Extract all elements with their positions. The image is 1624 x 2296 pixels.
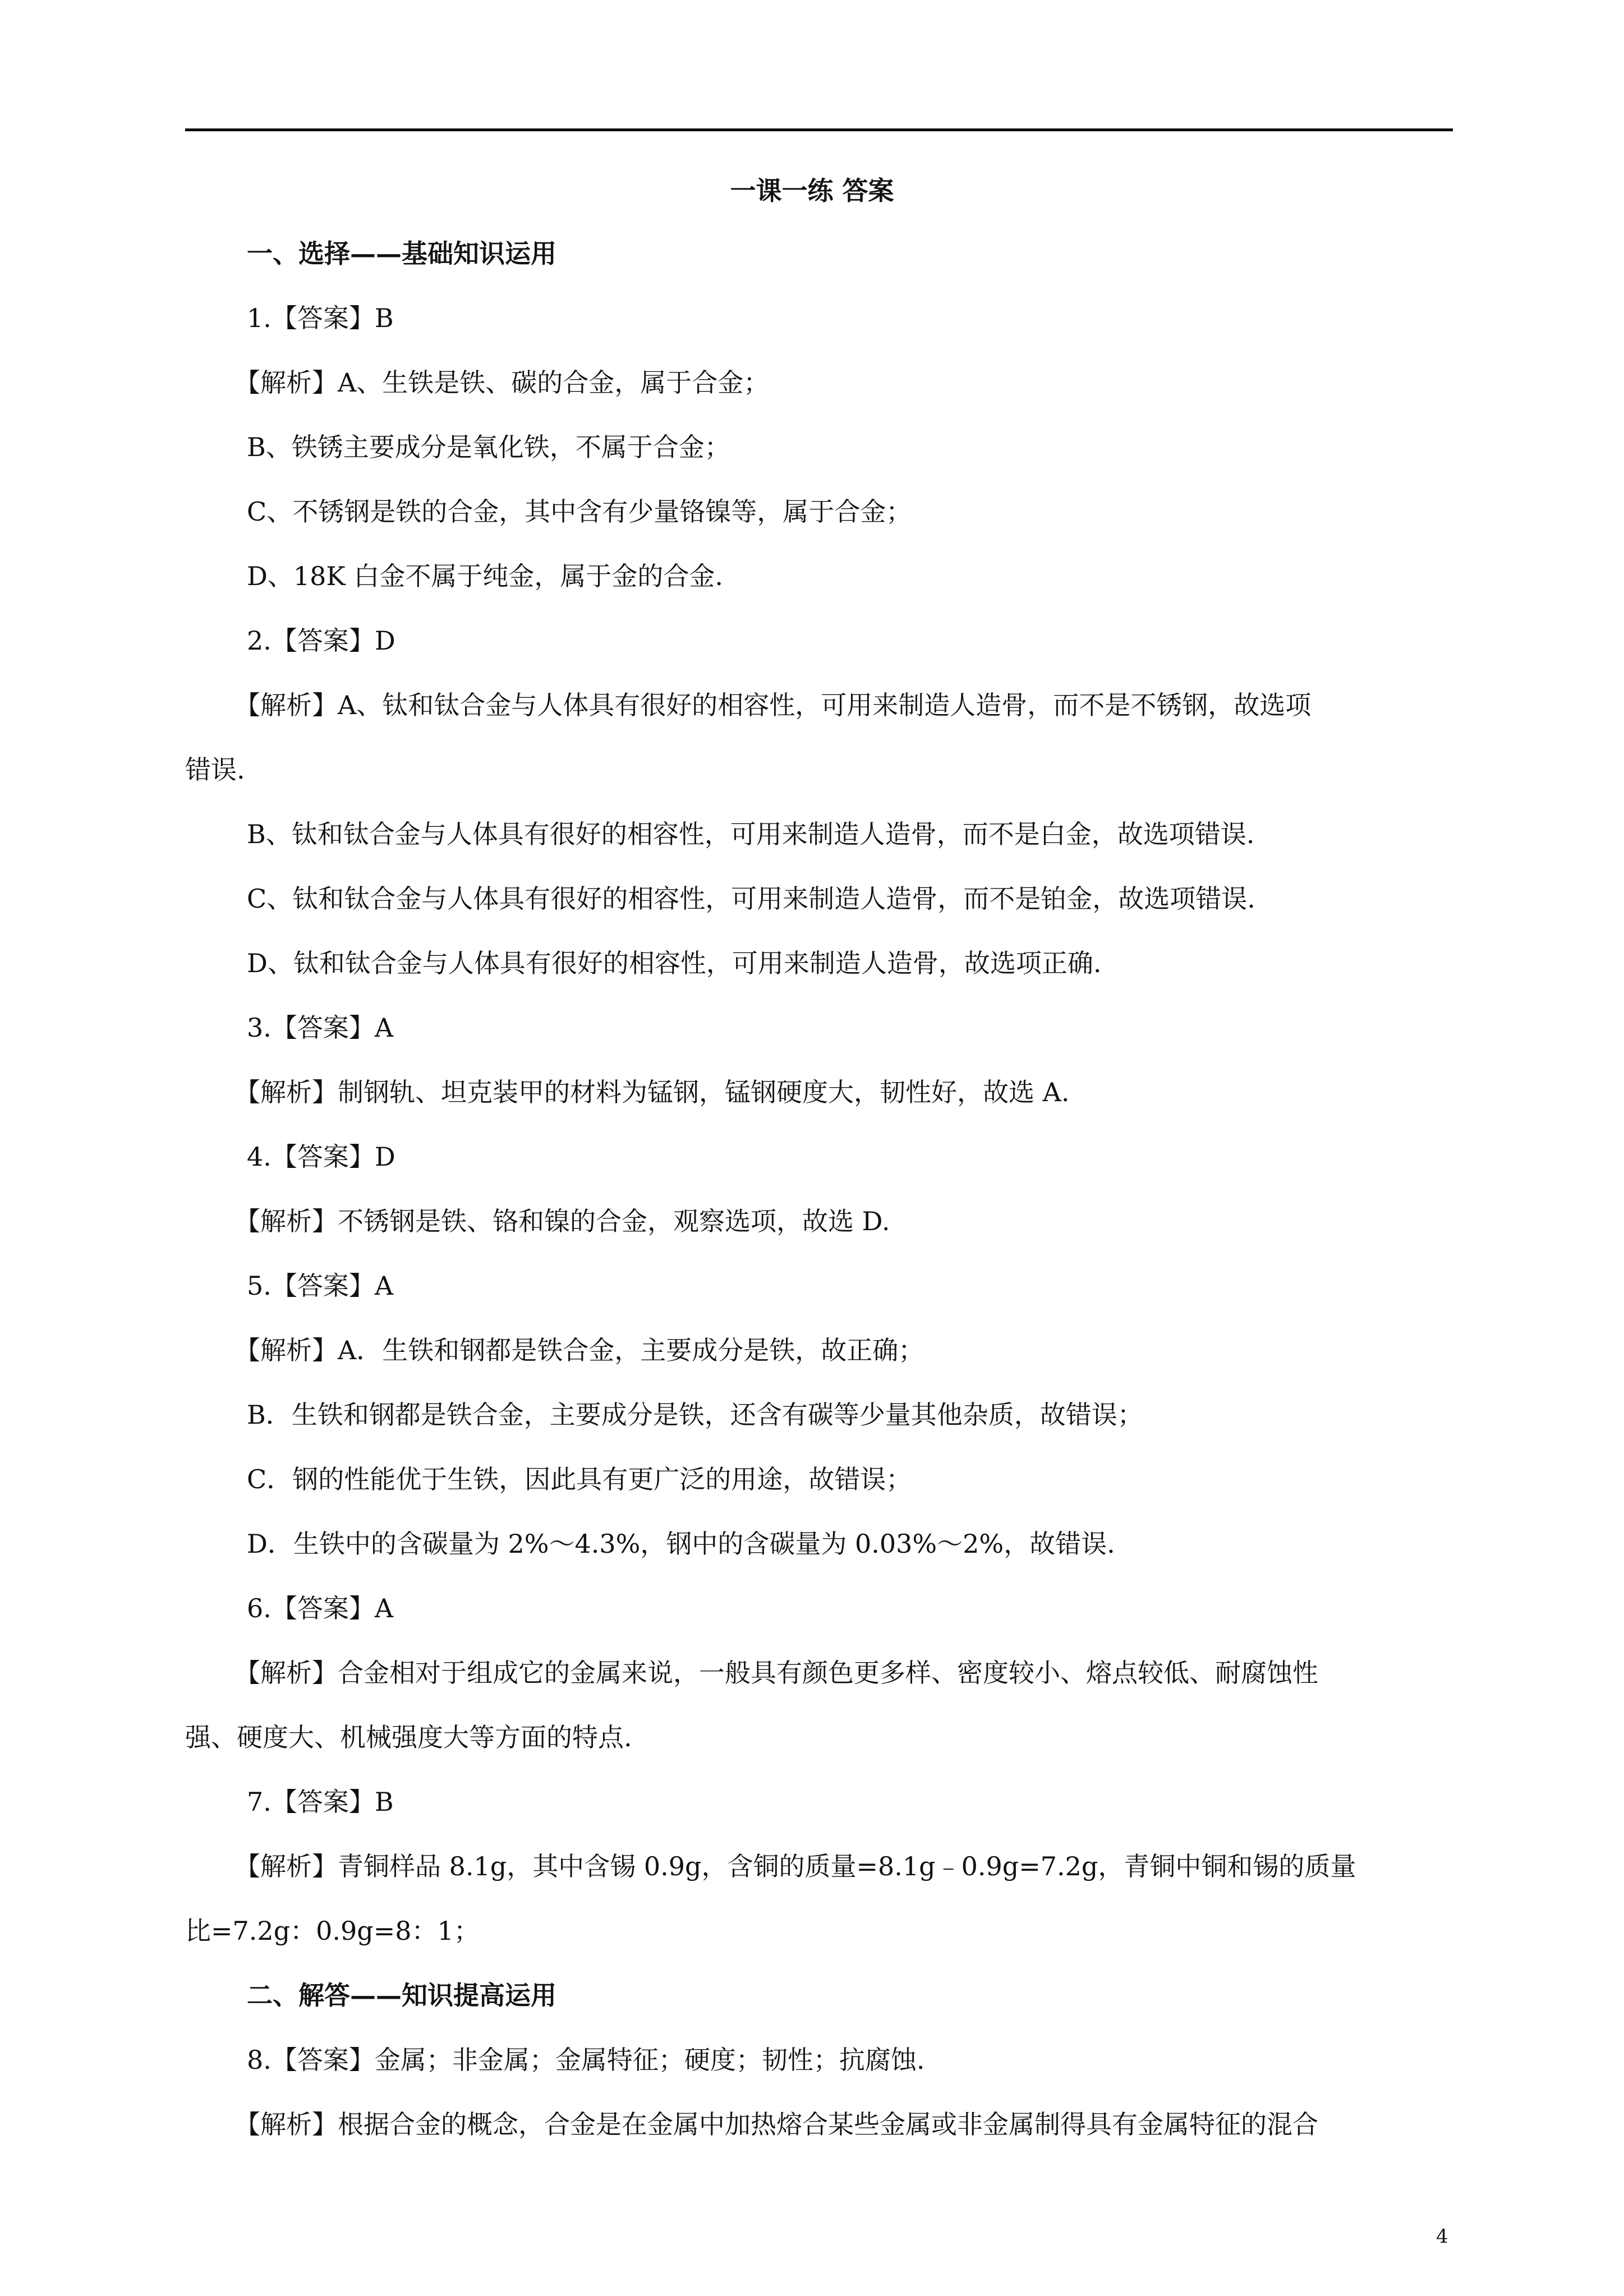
analysis-line: 【解析】根据合金的概念，合金是在金属中加热熔合某些金属或非金属制得具有金属特征的混合: [234, 2109, 1318, 2139]
answer-line: 3.【答案】A: [247, 1013, 394, 1043]
analysis-line: C．钢的性能优于生铁，因此具有更广泛的用途，故错误；: [247, 1464, 912, 1494]
answer-line: 4.【答案】D: [247, 1142, 395, 1172]
analysis-line: 强、硬度大、机械强度大等方面的特点.: [185, 1722, 632, 1752]
analysis-line: D．生铁中的含碳量为 2%～4.3%，钢中的含碳量为 0.03%～2%，故错误.: [247, 1529, 1115, 1559]
analysis-line: 【解析】合金相对于组成它的金属来说，一般具有颜色更多样、密度较小、熔点较低、耐腐蚀性: [234, 1658, 1318, 1688]
analysis-line: 【解析】A、钛和钛合金与人体具有很好的相容性，可用来制造人造骨，而不是不锈钢，故选项: [234, 690, 1312, 720]
analysis-line: 【解析】A、生铁是铁、碳的合金，属于合金；: [234, 367, 770, 398]
analysis-line: B、钛和钛合金与人体具有很好的相容性，可用来制造人造骨，而不是白金，故选项错误.: [247, 819, 1255, 849]
analysis-line: B．生铁和钢都是铁合金，主要成分是铁，还含有碳等少量其他杂质，故错误；: [247, 1400, 1143, 1430]
analysis-line: 比=7.2g：0.9g=8：1；: [185, 1916, 480, 1946]
analysis-line: 【解析】制钢轨、坦克装甲的材料为锰钢，锰钢硬度大，韧性好，故选 A.: [234, 1077, 1070, 1107]
analysis-line: D、18K 白金不属于纯金，属于金的合金.: [247, 561, 724, 591]
page-title: 一课一练 答案: [730, 176, 894, 206]
answer-line: 1.【答案】B: [247, 303, 394, 333]
section-heading: 一、选择——基础知识运用: [247, 238, 556, 269]
answer-line: 5.【答案】A: [247, 1271, 394, 1301]
analysis-line: 【解析】A．生铁和钢都是铁合金，主要成分是铁，故正确；: [234, 1335, 924, 1365]
answer-line: 6.【答案】A: [247, 1593, 394, 1623]
section-heading: 二、解答——知识提高运用: [247, 1980, 556, 2010]
analysis-line: B、铁锈主要成分是氧化铁，不属于合金；: [247, 432, 730, 462]
analysis-line: D、钛和钛合金与人体具有很好的相容性，可用来制造人造骨，故选项正确.: [247, 948, 1102, 978]
analysis-line: C、不锈钢是铁的合金，其中含有少量铬镍等，属于合金；: [247, 496, 912, 527]
page-number: 4: [1436, 2225, 1448, 2248]
analysis-line: 【解析】不锈钢是铁、铬和镍的合金，观察选项，故选 D.: [234, 1206, 890, 1236]
answer-line: 7.【答案】B: [247, 1787, 394, 1817]
answer-line: 8.【答案】金属；非金属；金属特征；硬度；韧性；抗腐蚀.: [247, 2045, 925, 2075]
answer-line: 2.【答案】D: [247, 625, 395, 656]
header-rule: [185, 128, 1453, 131]
analysis-line: 错误.: [185, 754, 245, 785]
analysis-line: C、钛和钛合金与人体具有很好的相容性，可用来制造人造骨，而不是铂金，故选项错误.: [247, 884, 1255, 914]
analysis-line: 【解析】青铜样品 8.1g，其中含锡 0.9g，含铜的质量=8.1g﹣0.9g=7.2g，青铜中铜和锡的质量: [234, 1851, 1356, 1881]
